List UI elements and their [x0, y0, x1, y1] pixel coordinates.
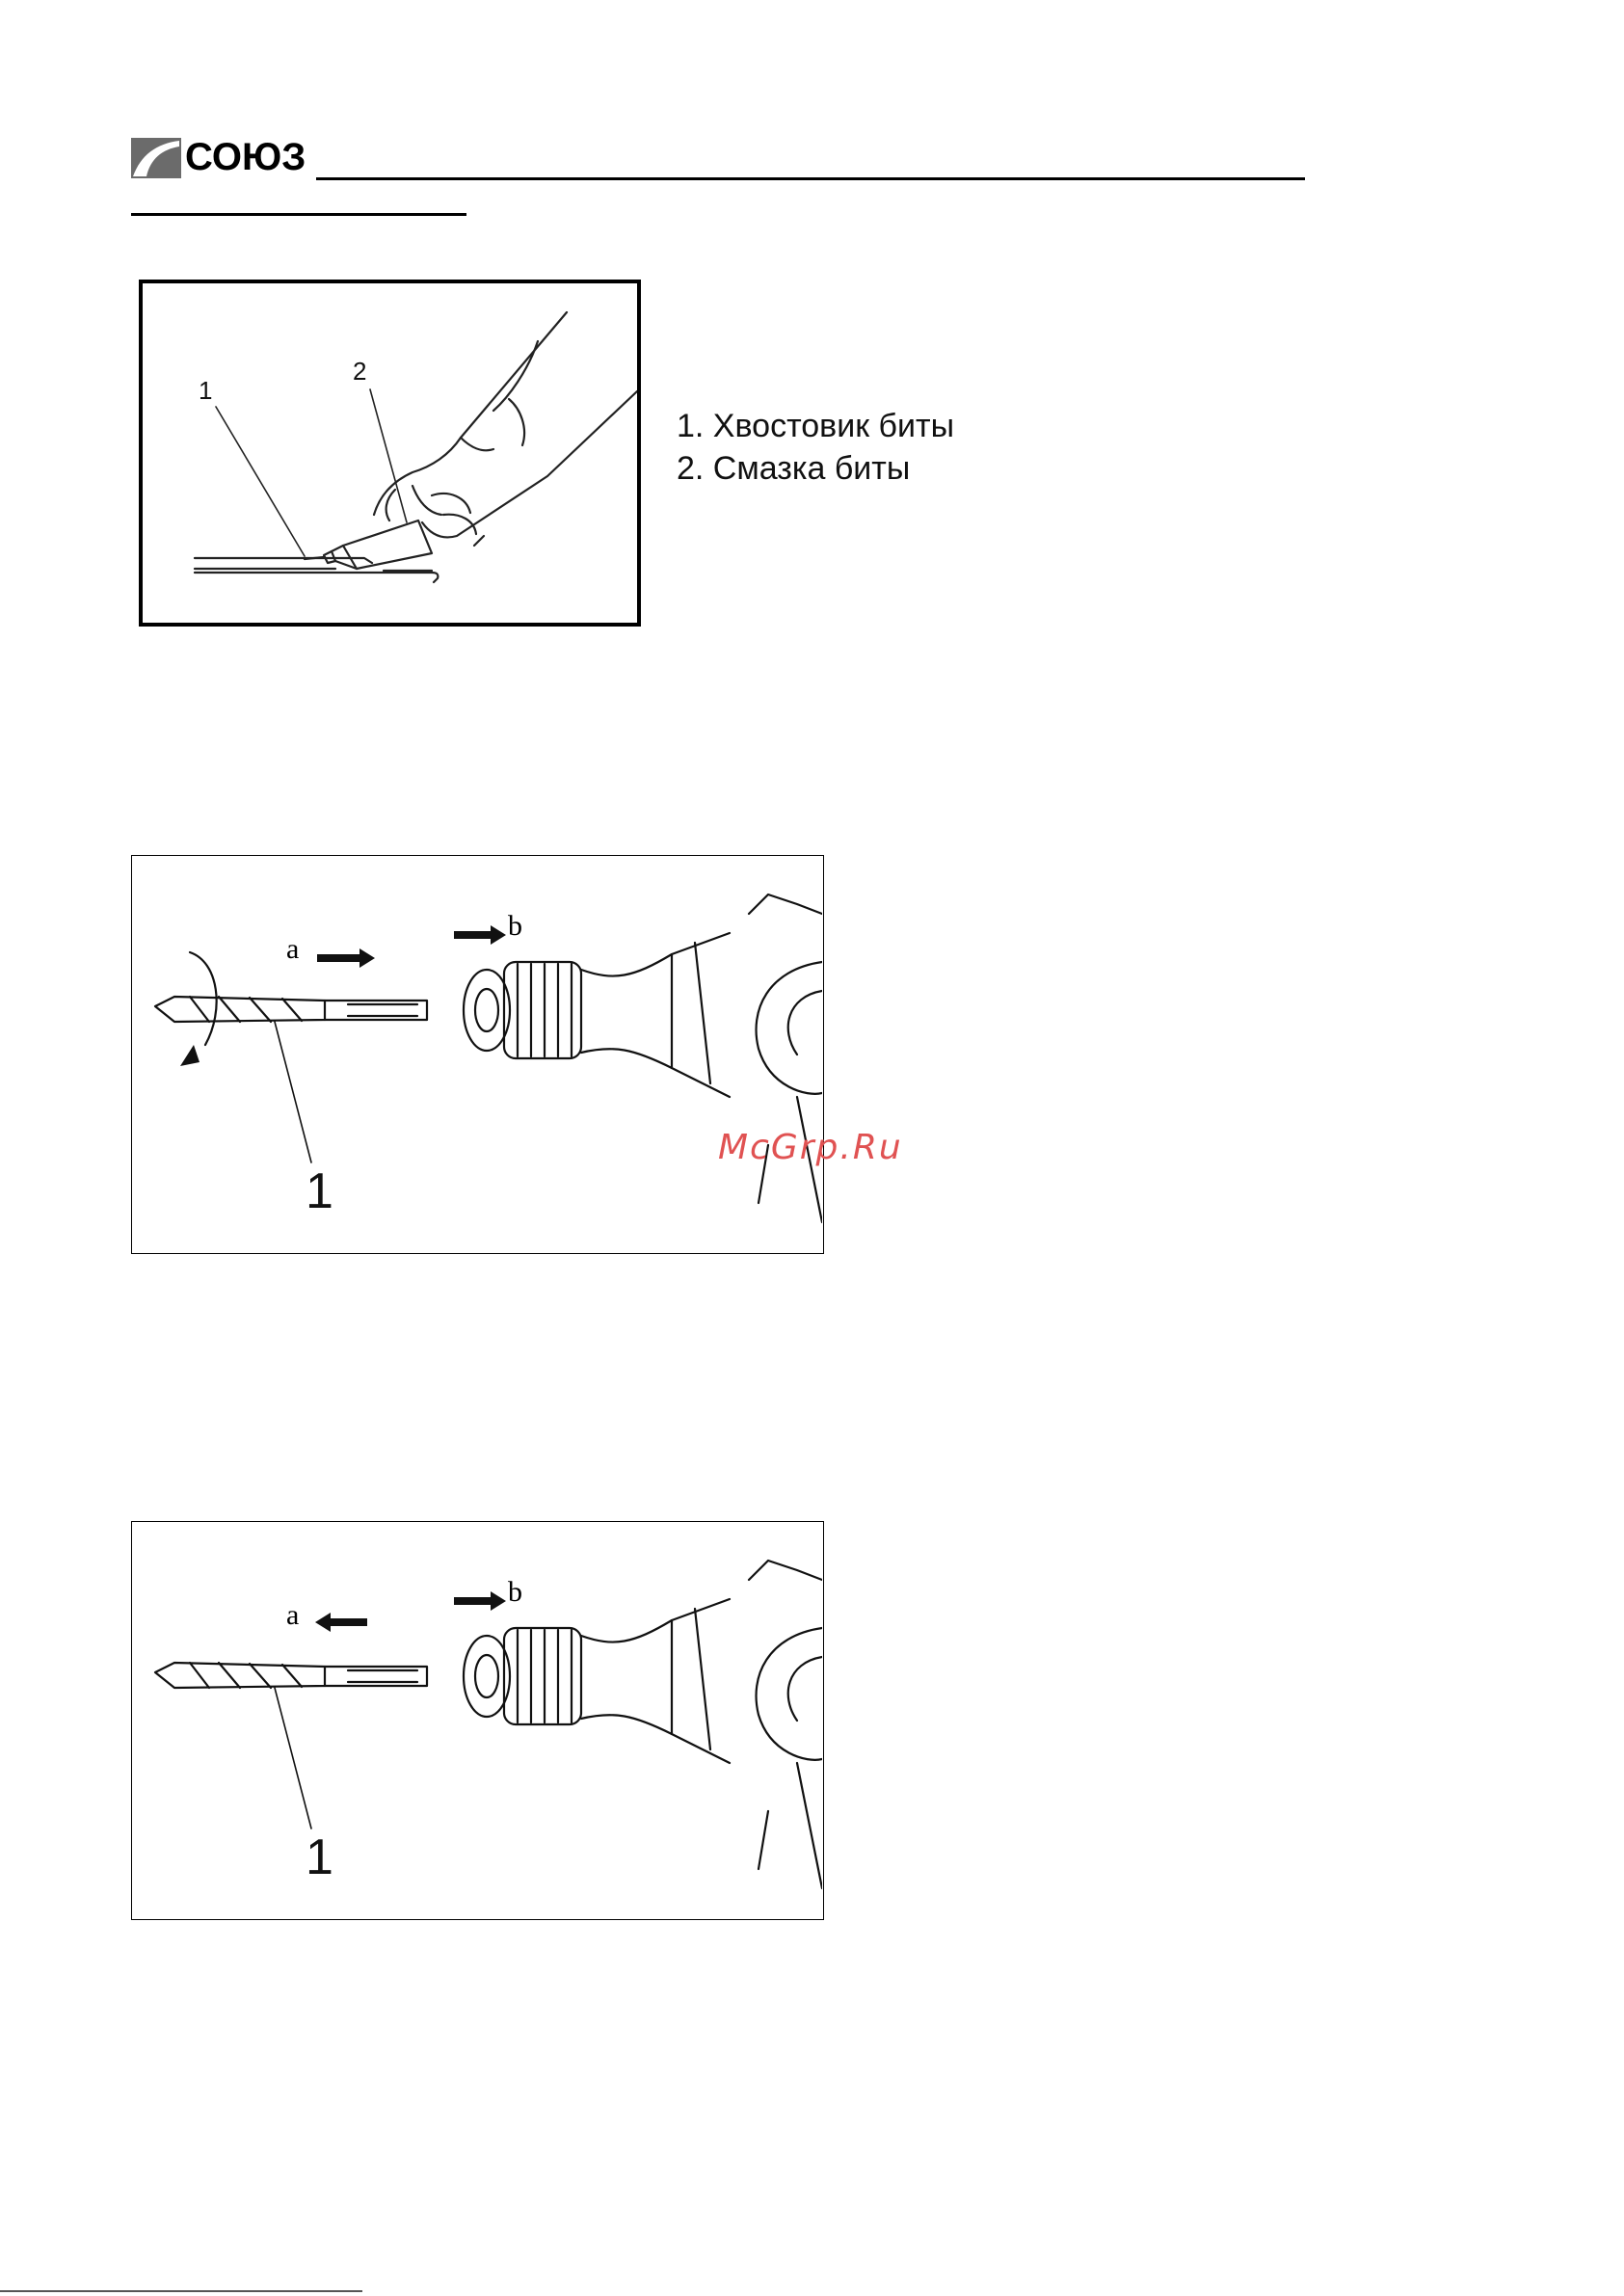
bit-lubrication-illustration — [143, 283, 637, 623]
arrow-label-b: b — [508, 1576, 522, 1608]
bit-insertion-illustration — [132, 856, 822, 1252]
legend-item: 2. Смазка биты — [677, 450, 911, 487]
swoosh-logo-icon — [131, 138, 181, 178]
brand-logo — [131, 138, 468, 178]
arrow-label-b: b — [508, 910, 522, 942]
arrow-label-a: a — [286, 1599, 300, 1631]
callout-2: 2 — [353, 357, 367, 386]
brand-name: СОЮЗ — [185, 136, 306, 178]
section-rule — [131, 213, 466, 216]
bit-removal-illustration — [132, 1522, 822, 1918]
figure-bit-removal — [131, 1521, 824, 1920]
page-bottom-rule — [0, 2290, 362, 2292]
figure-legend — [677, 405, 954, 490]
callout-1: 1 — [306, 1163, 333, 1219]
figure-bit-insertion — [131, 855, 824, 1254]
header-rule — [316, 177, 1305, 180]
callout-1: 1 — [306, 1829, 333, 1885]
figure-bit-lubrication — [139, 280, 641, 627]
callout-1: 1 — [199, 376, 213, 405]
arrow-label-a: a — [286, 933, 300, 965]
legend-item: 1. Хвостовик биты — [677, 408, 955, 444]
watermark: McGrp.Ru — [718, 1128, 903, 1167]
